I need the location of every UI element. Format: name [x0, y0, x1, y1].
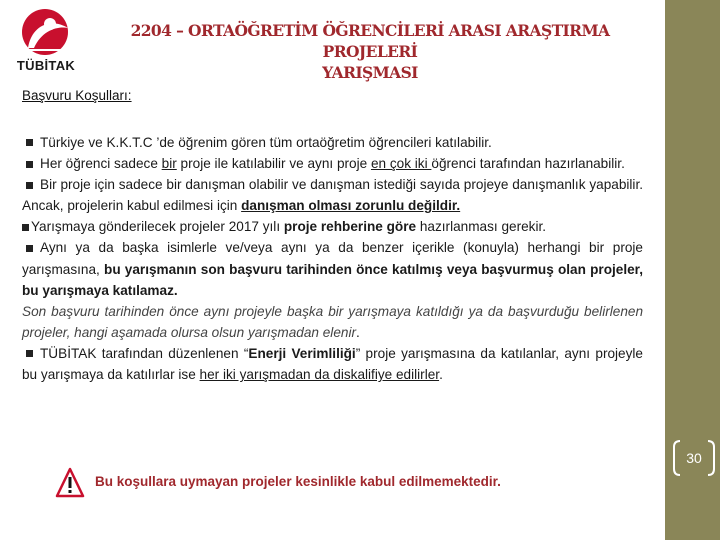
title-line-1: 2204 – ORTAÖĞRETİM ÖĞRENCİLERİ ARASI ARAŞTIRMA PROJELERİ [130, 21, 610, 61]
warning-icon [55, 466, 85, 500]
bullet-text: . [439, 367, 443, 383]
warning-text: Bu koşullara uymayan projeler kesinlikle kabul edilmemektedir. [95, 474, 501, 489]
emphasis-text: her iki yarışmadan da diskalifiye edilirler [199, 367, 440, 383]
list-item [22, 216, 643, 237]
bullet-square-icon [26, 245, 33, 252]
bullet-text: Türkiye ve K.K.T.C ’de öğrenim gören tüm ortaöğretim öğrencileri katılabilir. [40, 135, 492, 150]
bullet-text: hazırlanması gerekir. [416, 219, 547, 235]
list-item [22, 237, 643, 300]
bullet-text: TÜBİTAK tarafından düzenlenen “ [40, 345, 249, 361]
bullet-text: Bir proje için sadece bir danışman olabilir ve danışman istediği sayıda projeye danışmanlık yapabilir. Ancak, projelerin kabul edilmesi için [22, 177, 643, 214]
emphasis-text: Enerji Verimliliği [248, 345, 356, 361]
bullet-text: ” proje yarışmasına da katılanlar, aynı projeyle bu yarışmaya da katılırlar ise [22, 345, 643, 383]
list-item [22, 153, 643, 174]
note-text: Son başvuru tarihinden önce aynı projeyle başka bir yarışmaya katıldığı ya da başvurduğu belirlenen projeler, hangi aşamada olursa olsun yarışmadan elenir. [22, 303, 643, 340]
page-number-text: 30 [686, 450, 702, 466]
bullet-text: Aynı ya da başka isimlerle ve/veya aynı ya da benzer içerikle (konuyla) herhangi bir proje yarışmasına, [22, 240, 643, 277]
conditions-list [22, 132, 643, 385]
page-title [100, 20, 640, 83]
tubitak-logo [8, 4, 84, 76]
section-heading: Başvuru Koşulları: [22, 88, 132, 103]
bullet-text: proje ile katılabilir ve aynı proje [176, 156, 371, 172]
bullet-square-icon [26, 350, 33, 357]
page-number [670, 438, 720, 478]
emphasis-text: bu yarışmanın son başvuru tarihinden önce katılmış veya başvurmuş olan projeler, bu yarışmaya katılamaz. [22, 261, 643, 298]
bullet-square-icon [22, 224, 29, 231]
bullet-text: Her öğrenci sadece [40, 156, 162, 172]
list-item [22, 132, 643, 153]
bullet-square-icon [26, 182, 33, 189]
emphasis-text: proje rehberine göre [283, 219, 417, 235]
emphasis-text: en çok iki [370, 156, 432, 172]
bullet-text: öğrenci tarafından hazırlanabilir. [431, 156, 625, 172]
title-line-2: YARIŞMASI [322, 63, 418, 82]
bullet-square-icon [26, 139, 33, 146]
logo-text: TÜBİTAK [16, 58, 76, 73]
emphasis-text: bir [161, 156, 177, 172]
bullet-square-icon [26, 161, 33, 168]
bullet-text: Yarışmaya gönderilecek projeler 2017 yılı [31, 219, 284, 235]
list-item [22, 174, 643, 216]
list-item [22, 343, 643, 385]
emphasis-text: danışman olması zorunlu değildir. [241, 198, 461, 214]
